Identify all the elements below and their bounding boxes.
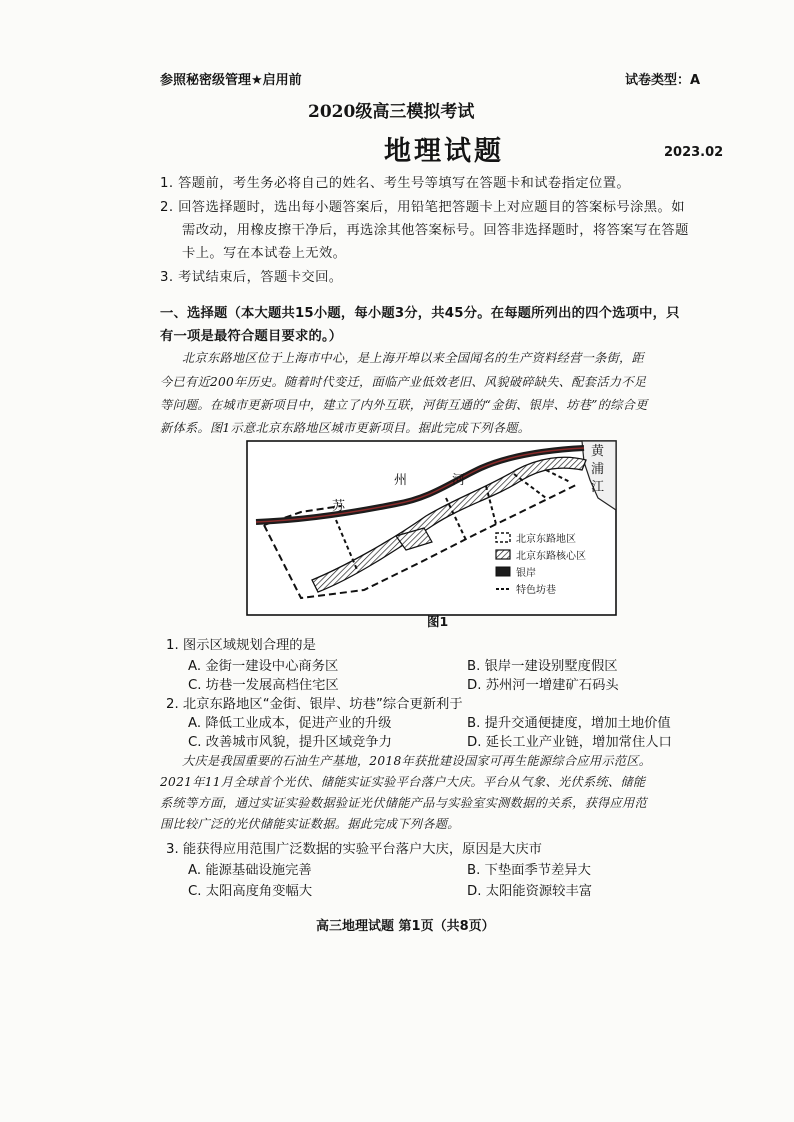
option-text: D. 太阳能资源较丰富 xyxy=(467,884,593,899)
option-text: B. 下垫面季节差异大 xyxy=(467,863,591,878)
question-stem: 3. 能获得应用范围广泛数据的实验平台落户大庆，原因是大庆市 xyxy=(166,842,542,857)
legend-label: 北京东路地区 xyxy=(516,534,576,545)
option-text: C. 坊巷一发展高档住宅区 xyxy=(188,678,339,693)
option-text: C. 太阳高度角变幅大 xyxy=(188,884,313,899)
legend-label: 特色坊巷 xyxy=(516,585,556,596)
huangpu-label: 江 xyxy=(591,480,605,495)
passage-line: 等问题。在城市更新项目中，建立了内外互联，河街互通的“金街、银岸、坊巷”的综合更 xyxy=(160,398,648,412)
instruction-line: 1. 答题前，考生务必将自己的姓名、考生号等填写在答题卡和试卷指定位置。 xyxy=(160,176,631,191)
huangpu-label: 黄 xyxy=(591,444,605,459)
option-text: D. 苏州河一增建矿石码头 xyxy=(467,678,619,693)
option-text: C. 改善城市风貌，提升区域竞争力 xyxy=(188,735,392,750)
river-label-zhou: 州 xyxy=(394,473,408,488)
paper-type-label: 试卷类型：A xyxy=(625,73,701,88)
instruction-line: 3. 考试结束后，答题卡交回。 xyxy=(160,270,343,285)
river-label-he: 河 xyxy=(452,473,466,488)
question-stem: 1. 图示区域规划合理的是 xyxy=(166,638,316,653)
passage-line: 2021年11月全球首个光伏、储能实证实验平台落户大庆。平台从气象、光伏系统、储能 xyxy=(160,775,646,789)
page-footer: 高三地理试题 第1页（共8页） xyxy=(316,919,495,934)
exam-date: 2023.02 xyxy=(664,145,724,160)
huangpu-label: 浦 xyxy=(591,462,605,477)
option-text: A. 金街一建设中心商务区 xyxy=(188,659,339,674)
passage-line: 大庆是我国重要的石油生产基地，2018年获批建设国家可再生能源综合应用示范区。 xyxy=(182,754,652,768)
legend-label: 银岸 xyxy=(516,568,536,579)
instruction-line: 卡上。写在本试卷上无效。 xyxy=(182,246,347,261)
passage-line: 新体系。图1示意北京东路地区城市更新项目。据此完成下列各题。 xyxy=(160,421,531,435)
passage-line: 北京东路地区位于上海市中心，是上海开埠以来全国闻名的生产资料经营一条街，距 xyxy=(182,351,645,365)
option-text: B. 银岸一建设别墅度假区 xyxy=(467,659,618,674)
passage-line: 今已有近200年历史。随着时代变迁，面临产业低效老旧、风貌破碎缺失、配套活力不足 xyxy=(160,375,647,389)
section-heading: 有一项是最符合题目要求的。） xyxy=(160,329,343,344)
section-heading: 一、选择题（本大题共15小题，每小题3分，共45分。在每题所列出的四个选项中，只 xyxy=(160,306,680,321)
option-text: B. 提升交通便捷度，增加土地价值 xyxy=(467,716,671,731)
instruction-line: 需改动，用橡皮擦干净后，再选涂其他答案标号。回答非选择题时，将答案写在答题 xyxy=(182,223,689,238)
legend-dark-box-icon xyxy=(496,567,510,576)
exam-name: 2020级高三模拟考试 xyxy=(308,102,475,122)
legend-label: 北京东路核心区 xyxy=(516,551,586,562)
instruction-line: 2. 回答选择题时，选出每小题答案后，用铅笔把答题卡上对应题目的答案标号涂黑。如 xyxy=(160,200,685,215)
passage-line: 围比较广泛的光伏储能实证数据。据此完成下列各题。 xyxy=(160,817,460,831)
option-text: A. 能源基础设施完善 xyxy=(188,863,312,878)
question-stem: 2. 北京东路地区“金街、银岸、坊巷”综合更新利于 xyxy=(166,697,463,712)
figure-1-map xyxy=(246,440,617,616)
option-text: D. 延长工业产业链，增加常住人口 xyxy=(467,735,672,750)
figure-caption: 图1 xyxy=(427,614,449,629)
river-label-su: 苏 xyxy=(332,499,346,514)
legend-hatched-box-icon xyxy=(496,550,510,559)
option-text: A. 降低工业成本，促进产业的升级 xyxy=(188,716,392,731)
confidential-label: 参照秘密级管理★启用前 xyxy=(160,73,302,88)
page-title: 地理试题 xyxy=(384,136,504,167)
passage-line: 系统等方面，通过实证实验数据验证光伏储能产品与实验室实测数据的关系，获得应用范 xyxy=(160,796,648,810)
